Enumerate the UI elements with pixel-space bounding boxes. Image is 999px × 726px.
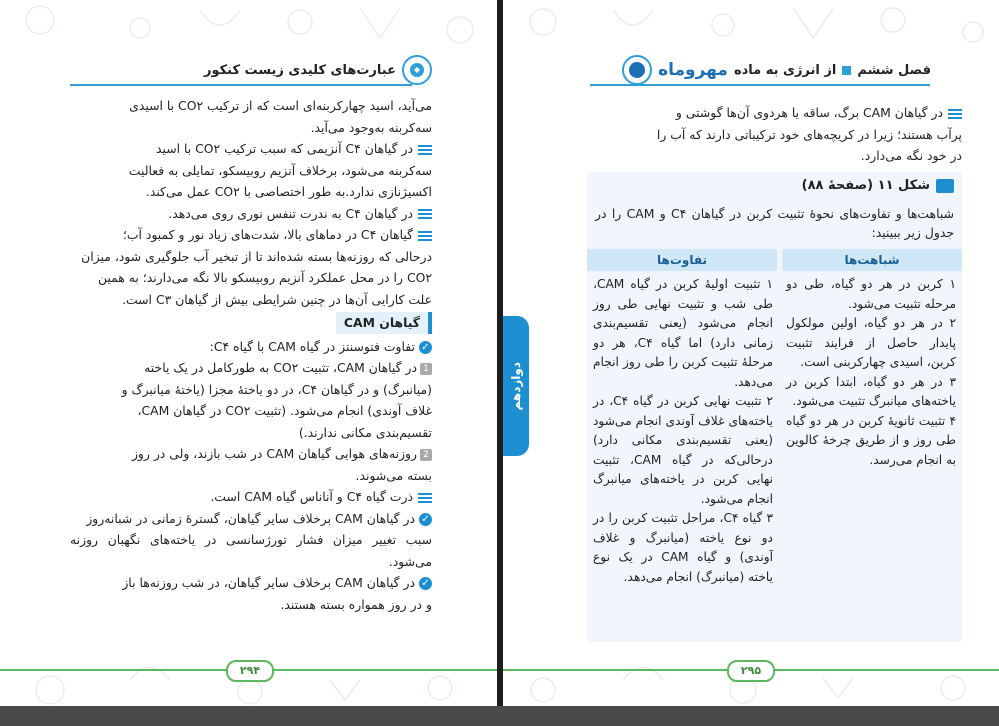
text-line: ✓در گیاهان CAM برخلاف سایر گیاهان، گسترهٔ زمانی در شبانه‌روز (70, 508, 432, 530)
left-footer (0, 660, 497, 680)
table-header-similarities: شباهت‌ها (782, 249, 962, 271)
text-line: تقسیم‌بندی مکانی ندارند.) (298, 424, 432, 440)
list-bullet-icon (418, 231, 432, 241)
text-line: CO۲ را در محل عملکرد آنزیم روبیسکو بالا نگه می‌دارند؛ به همین (97, 270, 432, 285)
text-line: درحالی که روزنه‌ها بسته شده‌اند تا از تبخیر آب جلوگیری شود، میزان (81, 248, 432, 264)
table-cell: ۳ گیاه C۴، مراحل تثبیت کربن را در دو نوع یاخته (میانبرگ و غلاف آوندی) و گیاه CAM در یک نوع یاخته (میانبرگ) انجام می‌دهد. (593, 511, 773, 584)
list-bullet-icon (418, 145, 432, 155)
table-cell: ۴ تثبیت ثانویهٔ کربن در هر دو گیاه طی روز و از طریق چرخهٔ کالوین به انجام می‌رسد. (786, 413, 956, 467)
text-line: می‌آید، اسید چهارکربنه‌ای است که از ترکیب CO۲ با اسیدی (129, 98, 432, 113)
text-line: علت کارایی آن‌ها در چنین شرایطی بیش از گیاهان C۳ است. (122, 291, 432, 307)
table-header-differences: تفاوت‌ها (587, 249, 777, 271)
list-bullet-icon (948, 109, 962, 119)
similarities-column (786, 275, 956, 470)
grade-tab: دوازدهم (503, 316, 529, 456)
chapter-subtitle: از انرژی به ماده (733, 62, 837, 78)
text-line: سبب تغییر میزان فشار تورژسانسی در یاخته‌های نگهبان روزنه می‌شود. (70, 532, 432, 569)
text-line: ✓تفاوت فتوسنتز در گیاه CAM با گیاه C۴: (70, 336, 432, 358)
left-header (204, 53, 432, 87)
text-line: پرآب هستند؛ زیرا در کریچه‌های خود ترکیباتی دارند که آب را (656, 126, 962, 142)
list-bullet-icon (418, 209, 432, 219)
text-line: اکسیژنازی ندارد.به طور اختصاصی با CO۲ عمل می‌کند. (145, 184, 432, 199)
text-line: در گیاهان CAM برگ، ساقه یا هردوی آن‌ها گوشتی و (587, 102, 962, 124)
text-line: ✓در گیاهان CAM برخلاف سایر گیاهان، در شب روزنه‌ها باز (70, 572, 432, 594)
list-bullet-icon (418, 493, 432, 503)
table-cell: ۲ تثبیت نهایی کربن در گیاه C۴، در یاخته‌های غلاف آوندی انجام می‌شود (یعنی تقسیم‌بندی مکانی دارد) درحالی‌که در گیاه CAM، تثبیت نهایی کربن در یاخته‌های میانبرگ انجام می‌شود. (593, 394, 774, 506)
number-1-icon: 1 (420, 363, 432, 375)
left-header-title: عبارت‌های کلیدی زیست کنکور (203, 62, 396, 78)
brand-logo-icon (622, 55, 652, 85)
key-phrases-icon (402, 55, 432, 85)
text-line: سه‌کربنه به‌وجود می‌آید. (310, 119, 432, 135)
chapter-title: فصل ششم (857, 62, 931, 78)
text-line: 1در گیاهان CAM، تثبیت CO۲ به طورکامل در یک یاخته (70, 357, 432, 379)
table-cell: ۱ تثبیت اولیهٔ کربن در گیاه CAM، طی شب و تثبیت نهایی طی روز انجام می‌شود (یعنی تقسیم‌بندی زمانی دارد) اما گیاه C۴، هر دو مرحلهٔ تثبیت کربن را طی روز انجام می‌دهد. (593, 277, 773, 389)
text-line: (میانبرگ) و در گیاهان C۴، در دو یاختهٔ مجزا (یاختهٔ میانبرگ و (121, 381, 432, 397)
highlight-icon: ✓ (419, 577, 432, 590)
text-line: غلاف آوندی) انجام می‌شود. (تثبیت CO۲ در گیاهان CAM، (137, 403, 432, 418)
page-number: ۲۹۵ (727, 660, 775, 682)
table-cell: ۳ در هر دو گیاه، ابتدا کربن در یاخته‌های میانبرگ تثبیت می‌شود. (786, 374, 956, 408)
highlight-icon: ✓ (419, 341, 432, 354)
text-line: در گیاهان C۴ آنزیمی که سبب ترکیب CO۲ با اسید (70, 138, 432, 160)
header-separator-icon (842, 66, 851, 75)
table-cell: ۲ در هر دو گیاه، اولین مولکول پایدار حاصل از فرایند تثبیت کربن، اسیدی چهارکربنی است. (786, 316, 956, 369)
text-line: در گیاهان C۴ به ندرت تنفس نوری روی می‌دهد. (70, 203, 432, 225)
text-line: بسته می‌شوند. (355, 467, 432, 483)
page-number: ۲۹۴ (226, 660, 274, 682)
left-header-divider (70, 84, 412, 86)
text-line: در خود نگه می‌دارد. (860, 148, 962, 163)
table-cell: ۱ کربن در هر دو گیاه، طی دو مرحله تثبیت می‌شود. (786, 277, 956, 311)
right-footer (503, 660, 999, 680)
text-line: ذرت گیاه C۴ و آناناس گیاه CAM است. (70, 486, 432, 508)
figure-box (587, 172, 962, 642)
highlight-icon: ✓ (419, 513, 432, 526)
viewer-bottom-bar (0, 706, 999, 726)
right-intro (587, 102, 962, 167)
text-line: 2روزنه‌های هوایی گیاهان CAM در شب بازند، ولی در روز (70, 443, 432, 465)
number-2-icon: 2 (420, 449, 432, 461)
brand-name: مهروماه (658, 60, 728, 80)
text-line: سه‌کربنه می‌شود، برخلاف آنزیم روبیسکو، تمایلی به فعالیت (128, 162, 432, 178)
figure-description: شباهت‌ها و تفاوت‌های نحوهٔ تثبیت کربن در گیاهان C۴ و CAM را در جدول زیر ببینید: (595, 206, 954, 240)
comparison-table (587, 249, 962, 642)
left-body (70, 95, 432, 615)
right-header-divider (590, 84, 930, 86)
left-page (0, 0, 497, 706)
figure-title: شکل ۱۱ (صفحهٔ ۸۸) (802, 178, 954, 193)
section-heading: گیاهان CAM (70, 310, 432, 336)
right-header (622, 53, 931, 87)
image-icon (936, 179, 954, 193)
text-line: و در روز همواره بسته هستند. (280, 596, 432, 612)
text-line: گیاهان C۴ در دماهای بالا، شدت‌های زیاد نور و کمبود آب؛ (70, 224, 432, 246)
differences-column (593, 275, 773, 587)
